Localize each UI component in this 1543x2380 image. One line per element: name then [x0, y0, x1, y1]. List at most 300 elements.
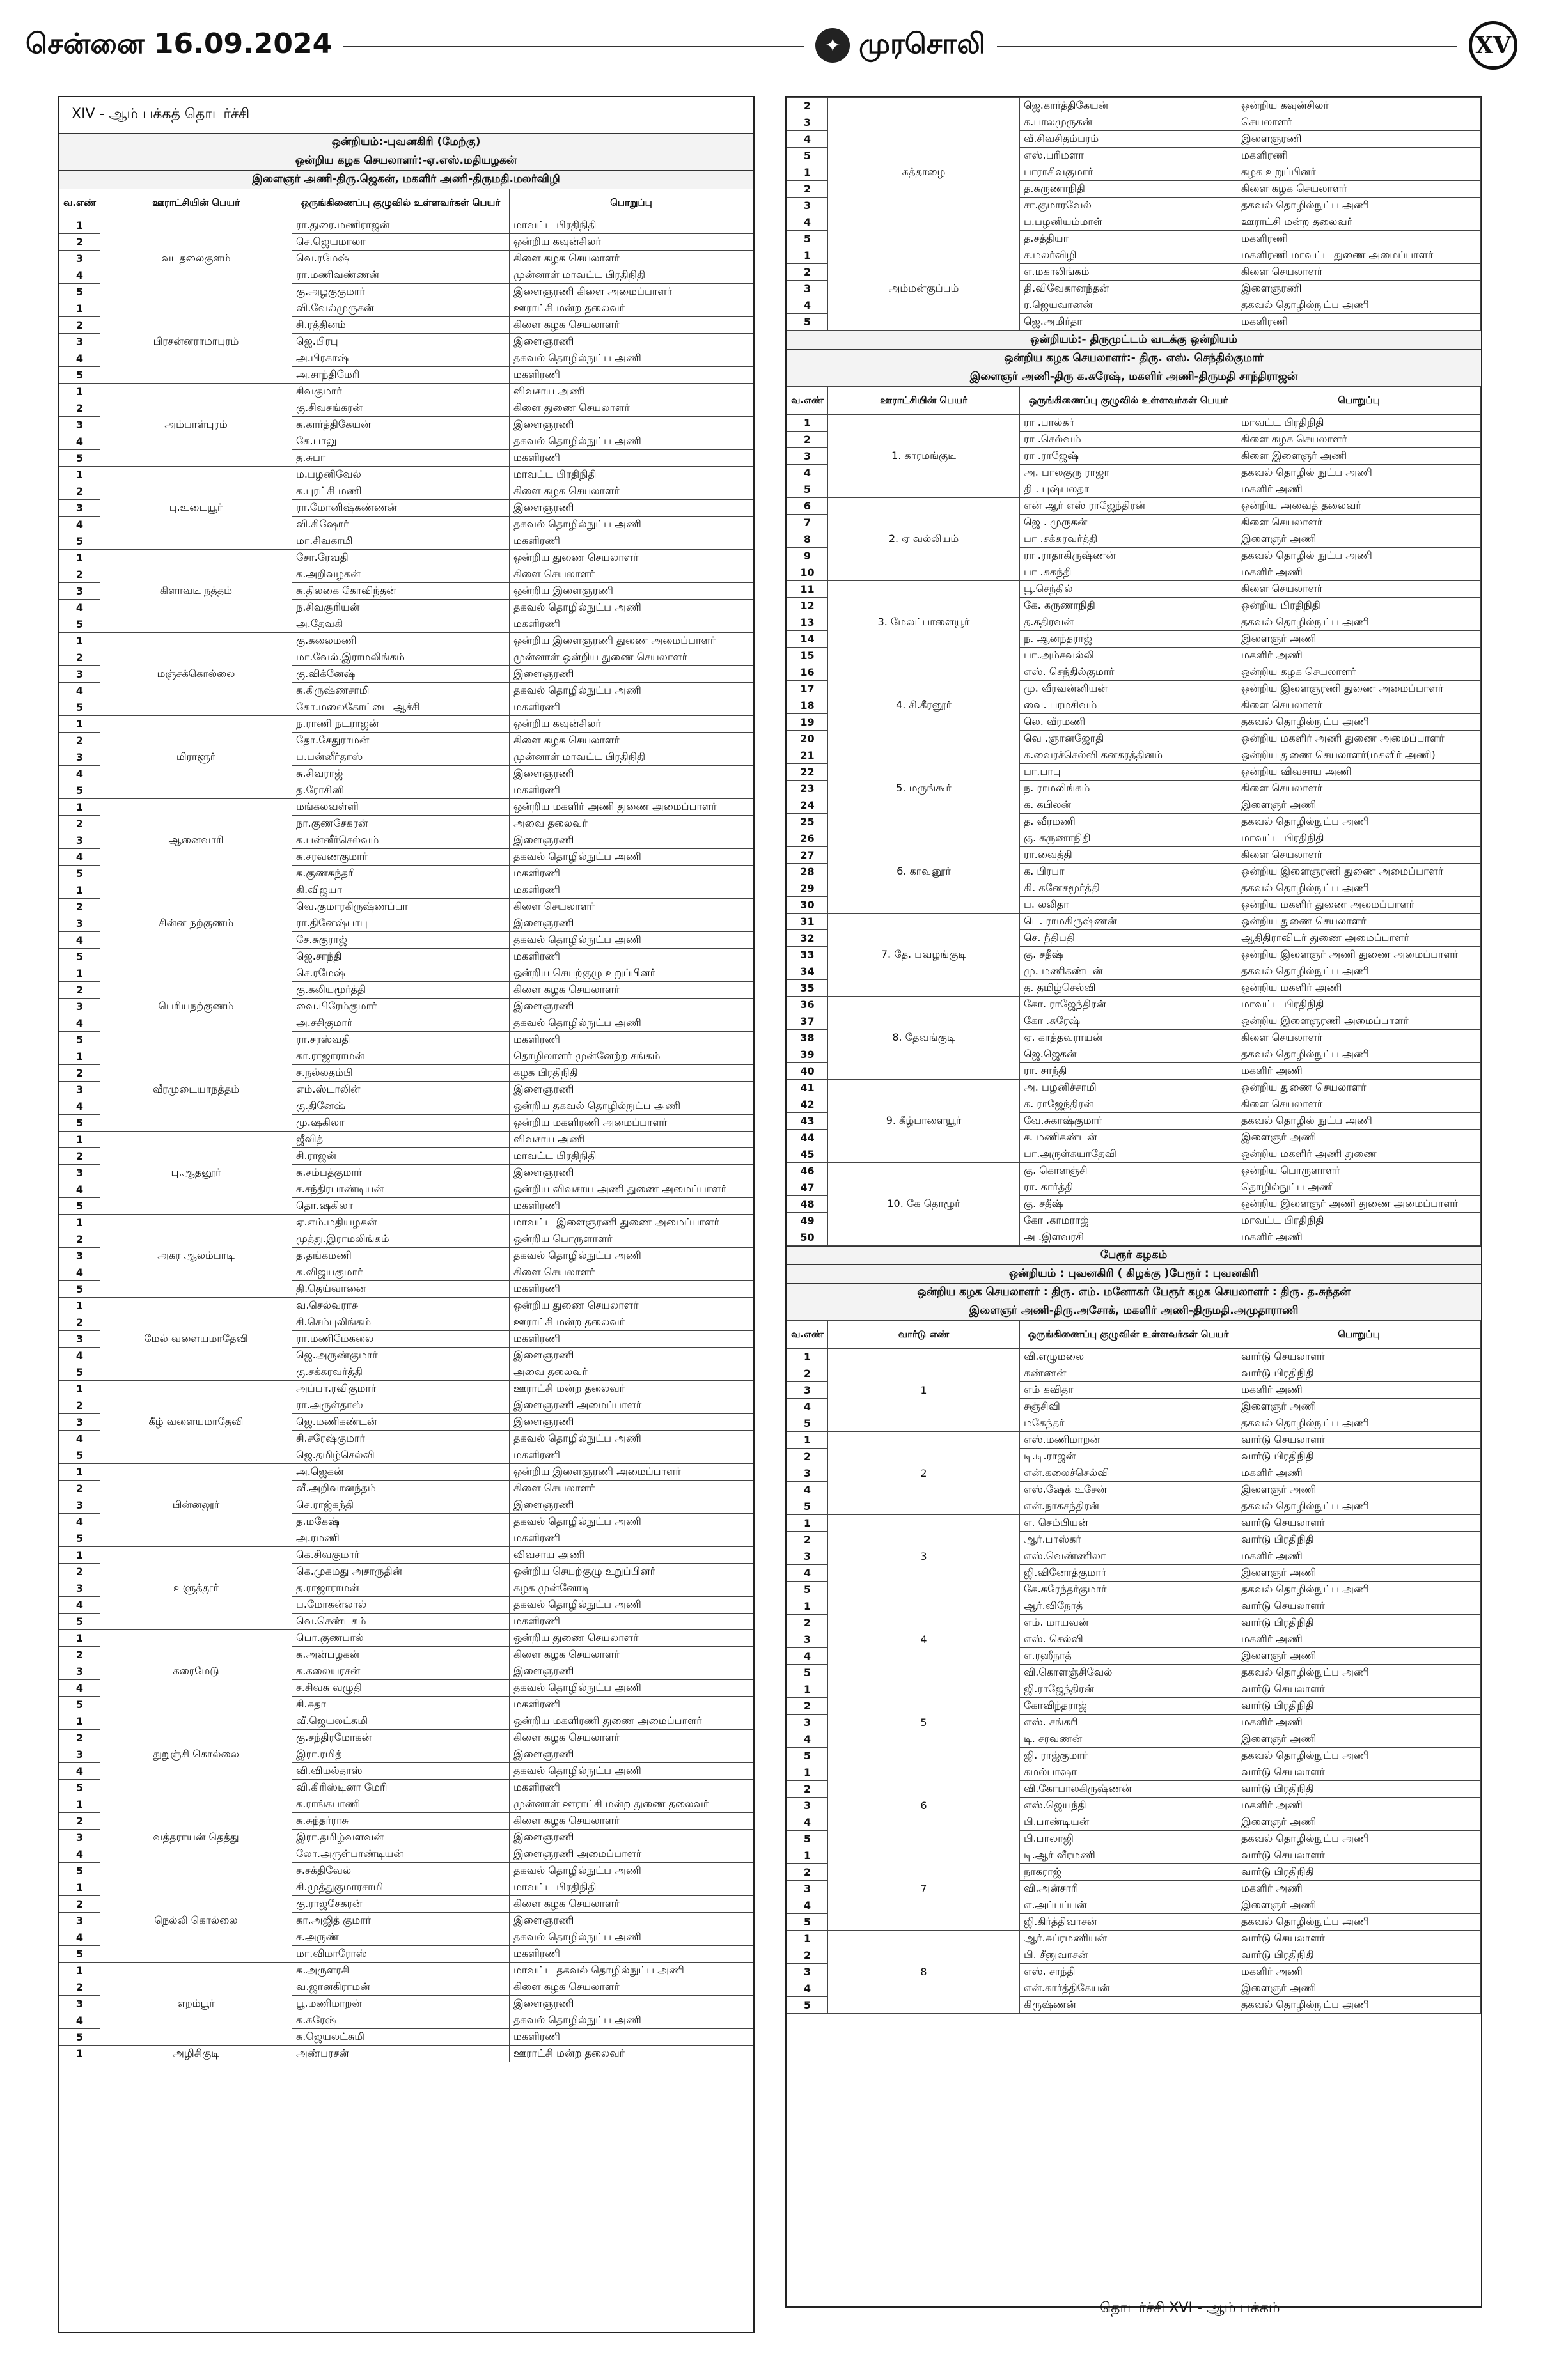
role-cell: இளைஞரணி [510, 1414, 753, 1431]
col-member-name: ஒருங்கிணைப்பு குழுவில் உள்ளவர்கள் பெயர் [1020, 387, 1237, 415]
member-name-cell: வெ .ஞானஜோதி [1020, 731, 1237, 747]
table-row [59, 633, 753, 649]
member-name-cell: தொ.ஷகிலா [292, 1198, 510, 1215]
member-name-cell: கு.கலைமணி [292, 633, 510, 649]
village-cell: 7. தே. பவழங்குடி [828, 914, 1020, 997]
member-name-cell: ஜெ . முருகன் [1020, 515, 1237, 531]
serial-cell: 3 [59, 1663, 100, 1680]
member-name-cell: பி.பாண்டியன் [1020, 1814, 1237, 1831]
member-name-cell: அ.ரமணி [292, 1530, 510, 1547]
serial-cell: 1 [59, 1298, 100, 1314]
village-cell: மஞ்சக்கொல்லை [100, 633, 292, 716]
table-row [59, 1215, 753, 1231]
member-name-cell: கோ.மலைகோட்டை ஆச்சி [292, 699, 510, 716]
role-cell: ஒன்றிய கவுன்சிலர் [510, 234, 753, 251]
role-cell: கிளை கழக செயலாளர் [510, 1730, 753, 1746]
role-cell: வார்டு பிரதிநிதி [1237, 1698, 1481, 1715]
ward-cell: 8 [828, 1931, 1020, 2014]
role-cell: மகளிரணி [1237, 231, 1481, 247]
serial-cell: 3 [787, 1715, 828, 1731]
member-name-cell: கமல்பாஷா [1020, 1764, 1237, 1781]
serial-cell: 4 [59, 267, 100, 284]
serial-cell: 4 [787, 1482, 828, 1498]
role-cell: தகவல் தொழில்நுட்ப அணி [510, 433, 753, 450]
serial-cell: 3 [59, 1082, 100, 1098]
table-row [787, 247, 1481, 264]
ward-cell: 7 [828, 1847, 1020, 1931]
role-cell: கிளை இளைஞர் அணி [1237, 448, 1481, 465]
serial-cell: 34 [787, 963, 828, 980]
table-header-row [787, 1321, 1481, 1349]
serial-cell: 1 [787, 247, 828, 264]
member-name-cell: கு.விக்னேஷ் [292, 666, 510, 683]
table-row [787, 914, 1481, 930]
serial-cell: 4 [59, 932, 100, 949]
serial-cell: 4 [59, 1514, 100, 1530]
village-cell: வீரமுடையாநத்தம் [100, 1048, 292, 1132]
role-cell: மகளிரணி [510, 2029, 753, 2046]
serial-cell: 29 [787, 880, 828, 897]
member-name-cell: பா.அருள்சுயாதேவி [1020, 1146, 1237, 1163]
member-name-cell: ச.அருண் [292, 1929, 510, 1946]
member-name-cell: த. தமிழ்செல்வி [1020, 980, 1237, 997]
role-cell: ஒன்றிய துணை செயலாளர் [510, 1298, 753, 1314]
village-cell: கரைமேடு [100, 1630, 292, 1713]
table-row [787, 1515, 1481, 1532]
member-name-cell: ரா.மோனிஷ்கண்ணன் [292, 500, 510, 517]
serial-cell: 2 [787, 1698, 828, 1715]
member-name-cell: மா.விமாரோஸ் [292, 1946, 510, 1963]
serial-cell: 4 [59, 683, 100, 699]
member-name-cell: சோ.ரேவதி [292, 550, 510, 566]
role-cell: கிளை கழக செயலாளர் [510, 1647, 753, 1663]
serial-cell: 5 [59, 1447, 100, 1464]
serial-cell: 5 [59, 1946, 100, 1963]
village-cell: வத்தராயன் தெத்து [100, 1796, 292, 1879]
serial-cell: 3 [59, 1580, 100, 1597]
serial-cell: 1 [787, 1598, 828, 1615]
role-cell: ஒன்றிய இளைஞரணி அமைப்பாளர் [510, 1464, 753, 1481]
table-row [787, 664, 1481, 681]
role-cell: இளைஞர் அணி [1237, 1731, 1481, 1748]
serial-cell: 1 [59, 716, 100, 733]
serial-cell: 2 [59, 1148, 100, 1165]
village-cell: மிராளூர் [100, 716, 292, 799]
brand-logo-icon: ✦ [815, 28, 850, 63]
serial-cell: 3 [59, 1830, 100, 1846]
member-name-cell: ரா .செல்வம் [1020, 432, 1237, 448]
member-name-cell: வீ.அறிவானந்தம் [292, 1481, 510, 1497]
role-cell: தகவல் தொழில் நுட்ப அணி [1237, 465, 1481, 481]
table-row [59, 1298, 753, 1314]
role-cell: ஒன்றிய துணை செயலாளர்(மகளிர் அணி) [1237, 747, 1481, 764]
member-name-cell: வீ.சிவசிதம்பரம் [1020, 131, 1237, 148]
serial-cell: 23 [787, 781, 828, 797]
role-cell: கிளை செயலாளர் [1237, 847, 1481, 864]
serial-cell: 2 [59, 1813, 100, 1830]
role-cell: ஊராட்சி மன்ற தலைவர் [510, 300, 753, 317]
role-cell: கிளை கழக செயலாளர் [510, 251, 753, 267]
member-name-cell: எ.ரஹீநாத் [1020, 1648, 1237, 1665]
serial-cell: 4 [59, 1846, 100, 1863]
member-name-cell: ரா .பால்கர் [1020, 415, 1237, 432]
serial-cell: 4 [787, 1814, 828, 1831]
serial-cell: 8 [787, 531, 828, 548]
serial-cell: 1 [59, 1713, 100, 1730]
role-cell: தொழில்நுட்ப அணி [1237, 1179, 1481, 1196]
role-cell: தகவல் தொழில் நுட்ப அணி [1237, 1113, 1481, 1130]
member-name-cell: கெ.சிவகுமார் [292, 1547, 510, 1564]
serial-cell: 4 [787, 214, 828, 231]
member-name-cell: சி.முத்துகுமாரசாமி [292, 1879, 510, 1896]
role-cell: இளைஞரணி [510, 1996, 753, 2012]
ward-cell: 1 [828, 1349, 1020, 1432]
serial-cell: 15 [787, 648, 828, 664]
role-cell: தகவல் தொழில்நுட்ப அணி [1237, 1582, 1481, 1598]
role-cell: மாவட்ட பிரதிநிதி [510, 467, 753, 483]
member-name-cell: கோ. ராஜேந்திரன் [1020, 997, 1237, 1013]
role-cell: வார்டு பிரதிநிதி [1237, 1781, 1481, 1798]
role-cell: கிளை செயலாளர் [510, 1481, 753, 1497]
member-name-cell: வி.கிரிஸ்டினா மேரி [292, 1780, 510, 1796]
role-cell: வார்டு பிரதிநிதி [1237, 1449, 1481, 1465]
role-cell: இளைஞரணி [510, 1746, 753, 1763]
table-row [787, 98, 1481, 114]
role-cell: மகளிரணி [510, 533, 753, 550]
village-cell: நெல்லி கொல்லை [100, 1879, 292, 1963]
member-name-cell: பொ.குணபால் [292, 1630, 510, 1647]
role-cell: வார்டு செயலாளர் [1237, 1931, 1481, 1947]
table-row [787, 1764, 1481, 1781]
serial-cell: 32 [787, 930, 828, 947]
role-cell: தகவல் தொழில்நுட்ப அணி [1237, 1498, 1481, 1515]
member-name-cell: வி.விமல்தாஸ் [292, 1763, 510, 1780]
role-cell: தகவல் தொழில்நுட்ப அணி [1237, 1665, 1481, 1681]
section2-table [787, 386, 1481, 1246]
role-cell: வார்டு பிரதிநிதி [1237, 1864, 1481, 1881]
member-name-cell: ரா.வைத்தி [1020, 847, 1237, 864]
serial-cell: 43 [787, 1113, 828, 1130]
serial-cell: 12 [787, 598, 828, 614]
member-name-cell: வீ.ஜெயலட்சுமி [292, 1713, 510, 1730]
serial-cell: 1 [59, 300, 100, 317]
ward-cell: 2 [828, 1432, 1020, 1515]
role-cell: இளைஞரணி [510, 334, 753, 350]
union-title: ஒன்றியம்:-புவனகிரி (மேற்கு) [59, 133, 753, 152]
table-row [787, 415, 1481, 432]
member-name-cell: எஸ். செந்தில்குமார் [1020, 664, 1237, 681]
serial-cell: 2 [59, 400, 100, 417]
serial-cell: 4 [787, 1565, 828, 1582]
serial-cell: 1 [787, 1349, 828, 1365]
serial-cell: 3 [59, 1414, 100, 1431]
role-cell: கிளை கழக செயலாளர் [510, 982, 753, 999]
serial-cell: 1 [787, 1681, 828, 1698]
member-name-cell: க.அறிவழகன் [292, 566, 510, 583]
role-cell: மாவட்ட பிரதிநிதி [510, 1148, 753, 1165]
member-name-cell: பெ. ராமகிருஷ்ணன் [1020, 914, 1237, 930]
member-name-cell: என் ஆர் எஸ் ராஜேந்திரன் [1020, 498, 1237, 515]
member-name-cell: செ. நீதிபதி [1020, 930, 1237, 947]
member-name-cell: பாராசிவகுமார் [1020, 164, 1237, 181]
role-cell: மகளிர் அணி [1237, 1548, 1481, 1565]
member-name-cell: க. ராஜேந்திரன் [1020, 1096, 1237, 1113]
role-cell: மகளிரணி [510, 1281, 753, 1298]
member-name-cell: கு. கொளஞ்சி [1020, 1163, 1237, 1179]
serial-cell: 2 [787, 1781, 828, 1798]
member-name-cell: ப.மோகன்லால் [292, 1597, 510, 1614]
member-name-cell: மு. வீரவன்னியன் [1020, 681, 1237, 697]
role-cell: ஒன்றிய இளைஞரணி துணை அமைப்பாளர் [1237, 864, 1481, 880]
role-cell: கழக உறுப்பினர் [1237, 164, 1481, 181]
serial-cell: 5 [59, 616, 100, 633]
role-cell: மகளிர் அணி [1237, 648, 1481, 664]
member-name-cell: க.சுரேஷ் [292, 2012, 510, 2029]
member-name-cell: ரா.சரஸ்வதி [292, 1032, 510, 1048]
village-cell: பு.உடையூர் [100, 467, 292, 550]
serial-cell: 3 [59, 500, 100, 517]
serial-cell: 3 [59, 1746, 100, 1763]
serial-cell: 5 [787, 231, 828, 247]
member-name-cell: த.சுபா [292, 450, 510, 467]
table-row [59, 1963, 753, 1979]
member-name-cell: என்.கலைச்செல்வி [1020, 1465, 1237, 1482]
role-cell: கிளை கழக செயலாளர் [510, 1813, 753, 1830]
role-cell: வார்டு பிரதிநிதி [1237, 1365, 1481, 1382]
member-name-cell: சு.சிவராஜ் [292, 766, 510, 782]
member-name-cell: வை.பிரேம்குமார் [292, 999, 510, 1015]
serial-cell: 3 [59, 251, 100, 267]
member-name-cell: பி.பாலாஜி [1020, 1831, 1237, 1847]
member-name-cell: ச.நல்லதம்பி [292, 1065, 510, 1082]
role-cell: கழக பிரதிநிதி [510, 1065, 753, 1082]
member-name-cell: க.வைரச்செல்வி கனகரத்தினம் [1020, 747, 1237, 764]
role-cell: மகளிரணி [510, 450, 753, 467]
role-cell: ஒன்றிய பிரதிநிதி [1237, 598, 1481, 614]
member-name-cell: கோ .காமராஜ் [1020, 1213, 1237, 1229]
role-cell: தகவல் தொழில்நுட்ப அணி [1237, 1831, 1481, 1847]
serial-cell: 4 [787, 1399, 828, 1415]
serial-cell: 1 [787, 1515, 828, 1532]
table-row [59, 1048, 753, 1065]
village-cell: பெரியநற்குணம் [100, 965, 292, 1048]
left-column [58, 96, 755, 2333]
role-cell: ஒன்றிய இளைஞர் அணி துணை அமைப்பாளர் [1237, 1196, 1481, 1213]
serial-cell: 3 [787, 1631, 828, 1648]
role-cell: மகளிர் அணி [1237, 1964, 1481, 1980]
role-cell: கிளை செயலாளர் [1237, 264, 1481, 281]
role-cell: வார்டு செயலாளர் [1237, 1681, 1481, 1698]
serial-cell: 1 [59, 882, 100, 899]
member-name-cell: ஏ. காத்தவராயன் [1020, 1030, 1237, 1046]
table-header-row [59, 189, 753, 217]
serial-cell: 16 [787, 664, 828, 681]
member-name-cell: ப.பழனியம்மாள் [1020, 214, 1237, 231]
village-cell: எறம்பூர் [100, 1963, 292, 2046]
role-cell: மகளிரணி [510, 367, 753, 384]
role-cell: ஒன்றிய விவசாய அணி [1237, 764, 1481, 781]
role-cell: தகவல் தொழில்நுட்ப அணி [1237, 1046, 1481, 1063]
serial-cell: 2 [787, 1449, 828, 1465]
serial-cell: 47 [787, 1179, 828, 1196]
role-cell: தகவல் தொழில்நுட்ப அணி [1237, 963, 1481, 980]
role-cell: தகவல் தொழில்நுட்ப அணி [510, 517, 753, 533]
role-cell: தகவல் தொழில்நுட்ப அணி [510, 1929, 753, 1946]
table-row [787, 830, 1481, 847]
member-name-cell: க.சுந்தர்ராசு [292, 1813, 510, 1830]
member-name-cell: கு.தினேஷ் [292, 1098, 510, 1115]
serial-cell: 20 [787, 731, 828, 747]
member-name-cell: ஏ.எம்.மதியழகன் [292, 1215, 510, 1231]
role-cell: கிளை துணை செயலாளர் [510, 400, 753, 417]
serial-cell: 5 [59, 782, 100, 799]
member-name-cell: ப. லலிதா [1020, 897, 1237, 914]
serial-cell: 2 [59, 1564, 100, 1580]
role-cell: விவசாய அணி [510, 384, 753, 400]
role-cell: மகளிர் அணி [1237, 1631, 1481, 1648]
table-header-row [787, 387, 1481, 415]
member-name-cell: டி.ஆர் வீரமணி [1020, 1847, 1237, 1864]
member-name-cell: எ. செம்பியன் [1020, 1515, 1237, 1532]
left-committee-table [59, 189, 753, 2062]
member-name-cell: ர.ஜெயவானன் [1020, 297, 1237, 314]
member-name-cell: வ.செல்வராசு [292, 1298, 510, 1314]
member-name-cell: கு. சதீஷ் [1020, 1196, 1237, 1213]
serial-cell: 18 [787, 697, 828, 714]
member-name-cell: ஜெ.ஜெகன் [1020, 1046, 1237, 1063]
member-name-cell: லெ. வீரமணி [1020, 714, 1237, 731]
member-name-cell: சிவகுமார் [292, 384, 510, 400]
member-name-cell: வ.ஜானகிராமன் [292, 1979, 510, 1996]
page-number-badge: XV [1469, 21, 1517, 70]
serial-cell: 1 [59, 965, 100, 982]
role-cell: மாவட்ட பிரதிநிதி [510, 217, 753, 234]
member-name-cell: கிருஷ்ணன் [1020, 1997, 1237, 2014]
member-name-cell: த. வீரமணி [1020, 814, 1237, 830]
role-cell: மாவட்ட பிரதிநிதி [1237, 830, 1481, 847]
role-cell: மகளிரணி [510, 1780, 753, 1796]
serial-cell: 41 [787, 1080, 828, 1096]
member-name-cell: ஜெ.அமிர்தா [1020, 314, 1237, 331]
member-name-cell: மு.ஷகிலா [292, 1115, 510, 1132]
table-row [59, 716, 753, 733]
role-cell: ஒன்றிய துணை செயலாளர் [510, 1630, 753, 1647]
role-cell: இளைஞரணி [510, 666, 753, 683]
member-name-cell: பி. சீனுவாசன் [1020, 1947, 1237, 1964]
village-cell: 10. கே தொழூர் [828, 1163, 1020, 1246]
table-row [59, 300, 753, 317]
table-row [59, 1547, 753, 1564]
member-name-cell: எ.மகாலிங்கம் [1020, 264, 1237, 281]
member-name-cell: சே.சுகுராஜ் [292, 932, 510, 949]
serial-cell: 1 [787, 415, 828, 432]
member-name-cell: டி. சரவணன் [1020, 1731, 1237, 1748]
village-cell: 2. ஏ வல்லியம் [828, 498, 1020, 581]
serial-cell: 2 [59, 317, 100, 334]
serial-cell: 4 [59, 1348, 100, 1364]
role-cell: தகவல் தொழில்நுட்ப அணி [1237, 814, 1481, 830]
serial-cell: 1 [787, 1764, 828, 1781]
serial-cell: 22 [787, 764, 828, 781]
member-name-cell: ஜி.கிர்த்திவாசன் [1020, 1914, 1237, 1931]
village-cell: 9. கீழ்பாளையூர் [828, 1080, 1020, 1163]
role-cell: ஒன்றிய கவுன்சிலர் [510, 716, 753, 733]
member-name-cell: ந. ராமலிங்கம் [1020, 781, 1237, 797]
serial-cell: 4 [787, 465, 828, 481]
role-cell: தகவல் தொழில்நுட்ப அணி [510, 1680, 753, 1697]
member-name-cell: எஸ். சாந்தி [1020, 1964, 1237, 1980]
role-cell: முன்னாள் ஊராட்சி மன்ற துணை தலைவர் [510, 1796, 753, 1813]
role-cell: இளைஞரணி [1237, 131, 1481, 148]
serial-cell: 4 [787, 1648, 828, 1665]
serial-cell: 4 [59, 1431, 100, 1447]
member-name-cell: செ.ரமேஷ் [292, 965, 510, 982]
role-cell: மகளிரணி [510, 882, 753, 899]
role-cell: ஒன்றிய செயற்குழு உறுப்பினர் [510, 1564, 753, 1580]
member-name-cell: ச.சக்திவேல் [292, 1863, 510, 1879]
member-name-cell: எஸ்.ஷேக் உசேன் [1020, 1482, 1237, 1498]
serial-cell: 1 [59, 1963, 100, 1979]
role-cell: மகளிர் அணி [1237, 1715, 1481, 1731]
col-serial: வ.எண் [59, 189, 100, 217]
member-name-cell: முத்து.இராமலிங்கம் [292, 1231, 510, 1248]
member-name-cell: சஞ்சிவி [1020, 1399, 1237, 1415]
serial-cell: 3 [59, 915, 100, 932]
member-name-cell: வெ.செண்பகம் [292, 1614, 510, 1630]
serial-cell: 5 [787, 1748, 828, 1764]
masthead [26, 23, 1517, 68]
role-cell: மகளிரணி [510, 1697, 753, 1713]
member-name-cell: வை. பரமசிவம் [1020, 697, 1237, 714]
role-cell: தகவல் தொழில்நுட்ப அணி [510, 2012, 753, 2029]
role-cell: கிளை செயலாளர் [1237, 1030, 1481, 1046]
role-cell: மகளிர் அணி [1237, 1465, 1481, 1482]
member-name-cell: பூ.மணிமாறன் [292, 1996, 510, 2012]
role-cell: ஒன்றிய இளைஞர் அணி துணை அமைப்பாளர் [1237, 947, 1481, 963]
member-name-cell: நாகராஜ் [1020, 1864, 1237, 1881]
col-role: பொறுப்பு [1237, 1321, 1481, 1349]
city-date: சென்னை 16.09.2024 [26, 27, 333, 60]
role-cell: இளைஞரணி [510, 1913, 753, 1929]
member-name-cell: சி.செம்புலிங்கம் [292, 1314, 510, 1331]
village-cell: 1. காரமங்குடி [828, 415, 1020, 498]
role-cell: இளைஞர் அணி [1237, 1814, 1481, 1831]
role-cell: மகளிர் அணி [1237, 1382, 1481, 1399]
serial-cell: 50 [787, 1229, 828, 1246]
member-name-cell: ஜெ.அருண்குமார் [292, 1348, 510, 1364]
serial-cell: 5 [59, 949, 100, 965]
member-name-cell: அ.ஜெகன் [292, 1464, 510, 1481]
member-name-cell: வி.வேல்முருகன் [292, 300, 510, 317]
serial-cell: 2 [59, 899, 100, 915]
serial-cell: 3 [59, 666, 100, 683]
serial-cell: 3 [787, 281, 828, 297]
village-cell: 3. மேலப்பாளையூர் [828, 581, 1020, 664]
member-name-cell: அண்பரசன் [292, 2046, 510, 2062]
role-cell: ஒன்றிய மகளிர் அணி துணை [1237, 1146, 1481, 1163]
serial-cell: 10 [787, 564, 828, 581]
brand-name: முரசொலி [859, 27, 986, 60]
member-name-cell: க.பன்னீர்செல்வம் [292, 832, 510, 849]
village-cell: பிரசன்னராமாபுரம் [100, 300, 292, 384]
role-cell: இளைஞரணி [510, 766, 753, 782]
serial-cell: 5 [787, 314, 828, 331]
member-name-cell: க.திலகை கோவிந்தன் [292, 583, 510, 600]
union-wings: இளைஞர் அணி-திரு.ஜெகன், மகளிர் அணி-திருமதி.மலர்விழி [59, 170, 753, 189]
serial-cell: 1 [59, 1215, 100, 1231]
member-name-cell: கு.அழகுகுமார் [292, 284, 510, 300]
member-name-cell: வி.கிஷோர் [292, 517, 510, 533]
